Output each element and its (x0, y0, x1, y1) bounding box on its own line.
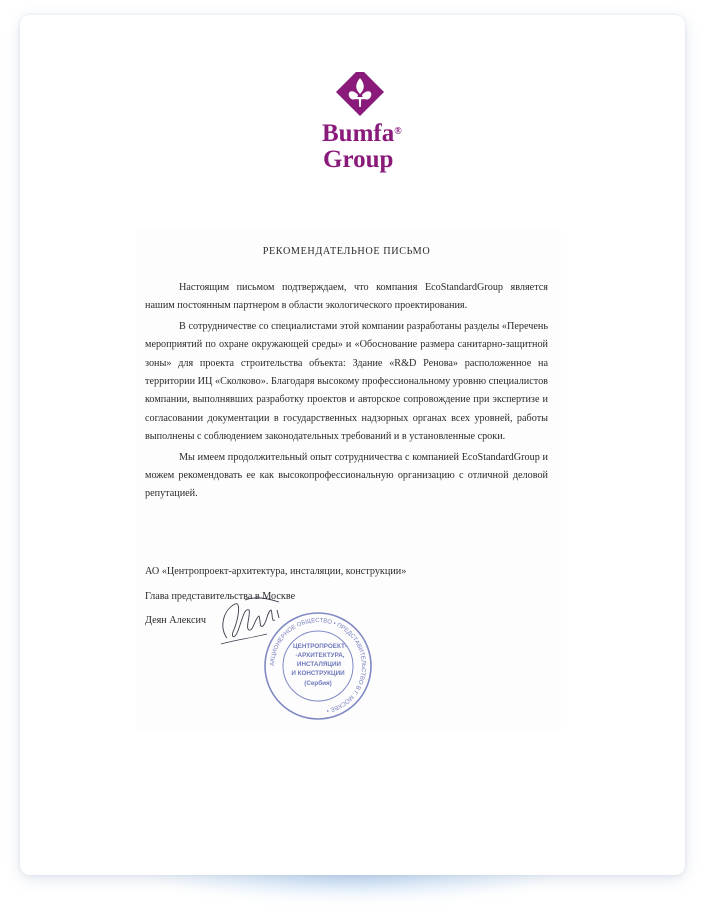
signer-position: Глава представительства в Москве (145, 591, 296, 602)
letter-paragraph-2: В сотрудничестве со специалистами этой компании разработаны разделы «Перечень мероприятий по охране окружающей среды» и «Обоснование размера санитарно-защитной зоны» для проекта строительства объекта: Здание «R&D Ренова» расположенное на территории ИЦ «Сколково». Благодаря высокому профессиональному уровню специалистов компании, выполнявших разработку проектов и авторское сопровождение при экспертизе и согласовании документации в государственных надзорных органах всех уровней, работы выполнены с соблюдением законодательных требований и в установленные сроки. (145, 320, 548, 443)
signer-name: Деян Алексич (145, 615, 207, 626)
stamp-line-5: (Сербия) (304, 680, 332, 687)
logo-text-line2: Group (323, 146, 394, 173)
stamp-line-4: И КОНСТРУКЦИИ (291, 670, 345, 677)
organization-name: АО «Центропроект-архитектура, инсталяции, конструкции» (145, 566, 407, 577)
letter-paragraph-1: Настоящим письмом подтверждаем, что компания EcoStandardGroup является нашим постоянным партнером в области экологического проектирования. (145, 282, 548, 312)
logo-text-line1: Bumfa® (322, 120, 402, 147)
registered-mark: ® (394, 126, 402, 137)
svg-text:АКЦИОНЕРНОЕ ОБЩЕСТВО • ПРЕДСТА: АКЦИОНЕРНОЕ ОБЩЕСТВО • ПРЕДСТАВИТЕЛЬСТВО В Г. МОСКВЕ • (269, 617, 367, 714)
letter-body (145, 236, 548, 504)
letter-paragraph-3: Мы имеем продолжительный опыт сотрудничества с компанией EcoStandardGroup и можем рекомендовать ее как высокопрофессиональную организацию с отличной деловой репутацией. (145, 451, 548, 500)
company-seal (262, 610, 374, 722)
stamp-line-3: ИНСТАЛЯЦИИ (296, 661, 342, 668)
letter-title: РЕКОМЕНДАТЕЛЬНОЕ ПИСЬМО (262, 246, 431, 257)
stamp-line-2: -АРХИТЕКТУРА, (295, 652, 345, 659)
stamp-line-1: ЦЕНТРОПРОЕКТ- (293, 643, 347, 650)
